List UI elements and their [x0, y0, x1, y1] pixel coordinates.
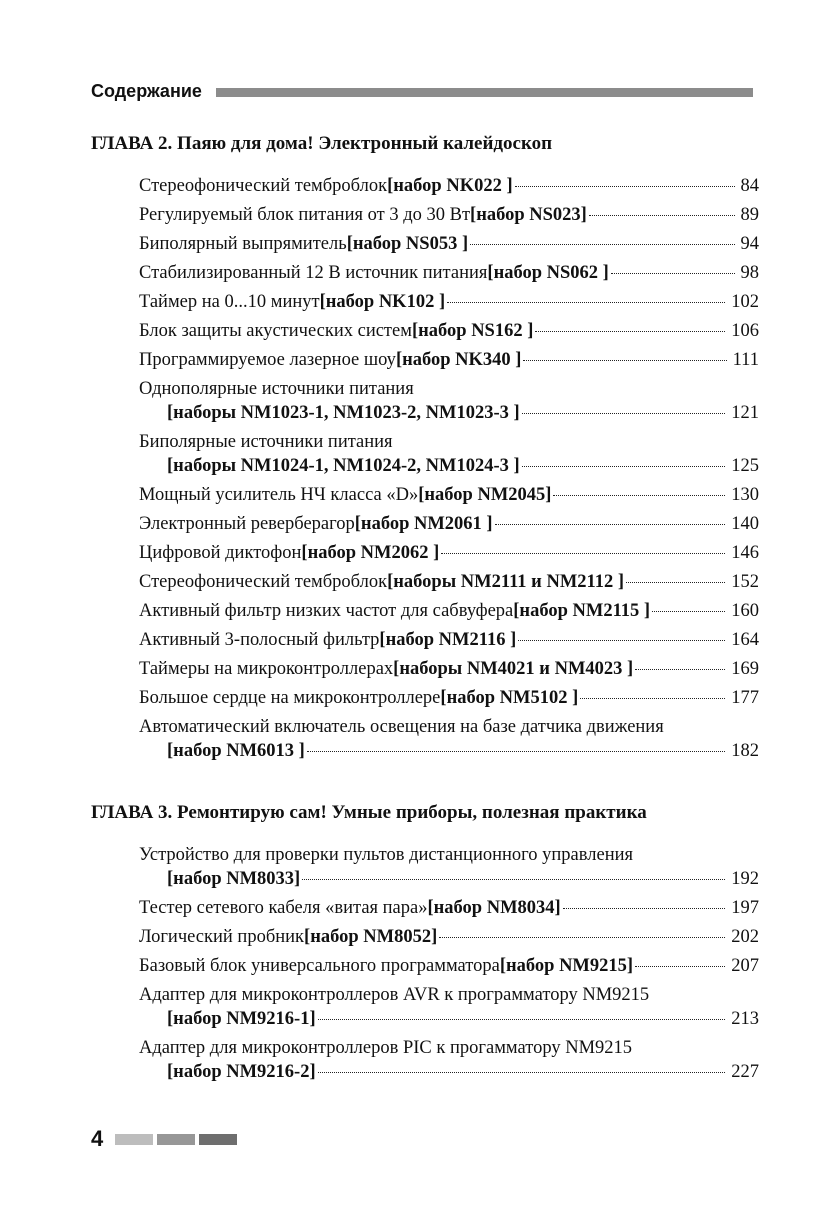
entry-title: Мощный усилитель НЧ класса «D» — [139, 485, 419, 505]
entry-kit: [набор NM9215] — [499, 956, 634, 976]
dot-leader — [652, 611, 725, 612]
toc-entry[interactable] — [139, 570, 759, 594]
entry-kit: [набор NM2061 ] — [354, 514, 493, 534]
entry-page: 140 — [731, 514, 759, 534]
entry-page: 177 — [731, 688, 759, 708]
toc-entry[interactable] — [139, 1036, 759, 1084]
entry-kit: [набор NM2045] — [418, 485, 552, 505]
dot-leader — [635, 669, 725, 670]
entry-kit: [набор NM8034] — [427, 898, 561, 918]
chapter-2-entries — [139, 174, 759, 768]
chapter-2-title: ГЛАВА 2. Паяю для дома! Электронный калейдоскоп — [91, 133, 553, 154]
dot-leader — [495, 524, 726, 525]
dot-leader — [447, 302, 725, 303]
entry-page: 227 — [731, 1062, 759, 1082]
entry-kit: [набор NM2115 ] — [513, 601, 651, 621]
toc-entry[interactable] — [139, 290, 759, 314]
entry-title: Регулируемый блок питания от 3 до 30 Вт — [139, 205, 471, 225]
toc-entry[interactable] — [139, 925, 759, 949]
entry-kit: [наборы NM4021 и NM4023 ] — [393, 659, 634, 679]
entry-kit: [набор NM8052] — [304, 927, 438, 947]
entry-title: Логический пробник — [139, 927, 305, 947]
entry-kit: [наборы NM1024-1, NM1024-2, NM1024-3 ] — [167, 456, 520, 476]
entry-page: 197 — [731, 898, 759, 918]
entry-kit: [набор NM6013 ] — [167, 741, 305, 761]
toc-entry[interactable] — [139, 174, 759, 198]
entry-title: Стабилизированный 12 В источник питания — [139, 263, 488, 283]
footer-bar-light — [115, 1134, 153, 1145]
chapter-3-entries — [139, 843, 759, 1089]
toc-entry[interactable] — [139, 261, 759, 285]
dot-leader — [589, 215, 735, 216]
entry-page: 152 — [731, 572, 759, 592]
entry-kit: [набор NS162 ] — [411, 321, 534, 341]
entry-kit: [набор NM5102 ] — [440, 688, 579, 708]
dot-leader — [553, 495, 725, 496]
toc-entry[interactable] — [139, 541, 759, 565]
entry-title: Автоматический включатель освещения на базе датчика движения — [139, 717, 664, 737]
toc-entry[interactable] — [139, 983, 759, 1031]
dot-leader — [522, 466, 726, 467]
entry-page: 84 — [740, 176, 759, 196]
entry-page: 130 — [731, 485, 759, 505]
entry-kit: [набор NM2062 ] — [301, 543, 440, 563]
entry-kit: [наборы NM2111 и NM2112 ] — [387, 572, 625, 592]
header-rule — [216, 88, 753, 97]
dot-leader — [302, 879, 725, 880]
entry-page: 202 — [731, 927, 759, 947]
dot-leader — [441, 553, 725, 554]
toc-entry[interactable] — [139, 232, 759, 256]
chapter-3-title: ГЛАВА 3. Ремонтирую сам! Умные приборы, полезная практика — [91, 802, 647, 823]
dot-leader — [470, 244, 734, 245]
footer-bar-dark — [199, 1134, 237, 1145]
dot-leader — [611, 273, 735, 274]
dot-leader — [515, 186, 735, 187]
toc-entry[interactable] — [139, 348, 759, 372]
entry-page: 146 — [731, 543, 759, 563]
entry-title: Блок защиты акустических систем — [139, 321, 412, 341]
page-footer — [91, 1127, 241, 1151]
entry-title: Таймеры на микроконтроллерах — [139, 659, 394, 679]
entry-kit: [набор NM9216-2] — [167, 1062, 316, 1082]
dot-leader — [563, 908, 726, 909]
entry-page: 213 — [731, 1009, 759, 1029]
entry-title: Адаптер для микроконтроллеров PIC к прогамматору NM9215 — [139, 1038, 633, 1058]
entry-kit: [набор NS023] — [470, 205, 587, 225]
entry-page: 111 — [732, 350, 759, 370]
dot-leader — [580, 698, 725, 699]
entry-page: 164 — [731, 630, 759, 650]
entry-page: 125 — [731, 456, 759, 476]
entry-title: Адаптер для микроконтроллеров AVR к программатору NM9215 — [139, 985, 650, 1005]
entry-title: Большое сердце на микроконтроллере — [139, 688, 441, 708]
entry-page: 160 — [731, 601, 759, 621]
toc-entry[interactable] — [139, 843, 759, 891]
entry-kit: [наборы NM1023-1, NM1023-2, NM1023-3 ] — [167, 403, 520, 423]
toc-entry[interactable] — [139, 686, 759, 710]
dot-leader — [439, 937, 725, 938]
entry-title: Тестер сетевого кабеля «витая пара» — [139, 898, 428, 918]
dot-leader — [518, 640, 725, 641]
entry-title: Биполярные источники питания — [139, 432, 393, 452]
entry-title: Устройство для проверки пультов дистанционного управления — [139, 845, 634, 865]
entry-kit: [набор NM8033] — [167, 869, 301, 889]
toc-entry[interactable] — [139, 430, 759, 478]
entry-page: 106 — [731, 321, 759, 341]
entry-title: Базовый блок универсального программатора — [139, 956, 500, 976]
toc-entry[interactable] — [139, 954, 759, 978]
entry-kit: [набор NK340 ] — [395, 350, 522, 370]
toc-entry[interactable] — [139, 377, 759, 425]
entry-kit: [набор NK022 ] — [387, 176, 513, 196]
entry-page: 169 — [731, 659, 759, 679]
entry-kit: [набор NK102 ] — [319, 292, 446, 312]
toc-entry[interactable] — [139, 896, 759, 920]
dot-leader — [307, 751, 725, 752]
dot-leader — [523, 360, 726, 361]
entry-kit: [набор NS053 ] — [346, 234, 469, 254]
entry-title: Программируемое лазерное шоу — [139, 350, 396, 370]
dot-leader — [318, 1072, 726, 1073]
entry-page: 102 — [731, 292, 759, 312]
entry-page: 182 — [731, 741, 759, 761]
toc-entry[interactable] — [139, 715, 759, 763]
running-header — [91, 80, 753, 102]
entry-page: 192 — [731, 869, 759, 889]
entry-kit: [набор NM9216-1] — [167, 1009, 316, 1029]
entry-page: 121 — [731, 403, 759, 423]
entry-title: Электронный реверберагор — [139, 514, 355, 534]
toc-entry[interactable] — [139, 512, 759, 536]
footer-bar-medium — [157, 1134, 195, 1145]
toc-entry[interactable] — [139, 657, 759, 681]
entry-title: Цифровой диктофон — [139, 543, 302, 563]
entry-title: Таймер на 0...10 минут — [139, 292, 320, 312]
toc-entry[interactable] — [139, 203, 759, 227]
entry-page: 94 — [740, 234, 759, 254]
entry-title: Стереофонический темброблок — [139, 572, 388, 592]
toc-entry[interactable] — [139, 483, 759, 507]
entry-kit: [набор NS062 ] — [487, 263, 609, 283]
header-title: Содержание — [91, 80, 202, 101]
toc-entry[interactable] — [139, 319, 759, 343]
dot-leader — [522, 413, 726, 414]
entry-title: Биполярный выпрямитель — [139, 234, 347, 254]
entry-title: Стереофонический темброблок — [139, 176, 388, 196]
dot-leader — [318, 1019, 726, 1020]
entry-page: 98 — [740, 263, 759, 283]
dot-leader — [626, 582, 725, 583]
entry-title: Активный 3-полосный фильтр — [139, 630, 380, 650]
toc-entry[interactable] — [139, 599, 759, 623]
entry-title: Активный фильтр низких частот для сабвуфера — [139, 601, 514, 621]
page-number: 4 — [91, 1126, 104, 1151]
entry-title: Однополярные источники питания — [139, 379, 414, 399]
dot-leader — [535, 331, 725, 332]
entry-page: 89 — [740, 205, 759, 225]
toc-entry[interactable] — [139, 628, 759, 652]
entry-kit: [набор NM2116 ] — [379, 630, 517, 650]
entry-page: 207 — [731, 956, 759, 976]
dot-leader — [635, 966, 725, 967]
